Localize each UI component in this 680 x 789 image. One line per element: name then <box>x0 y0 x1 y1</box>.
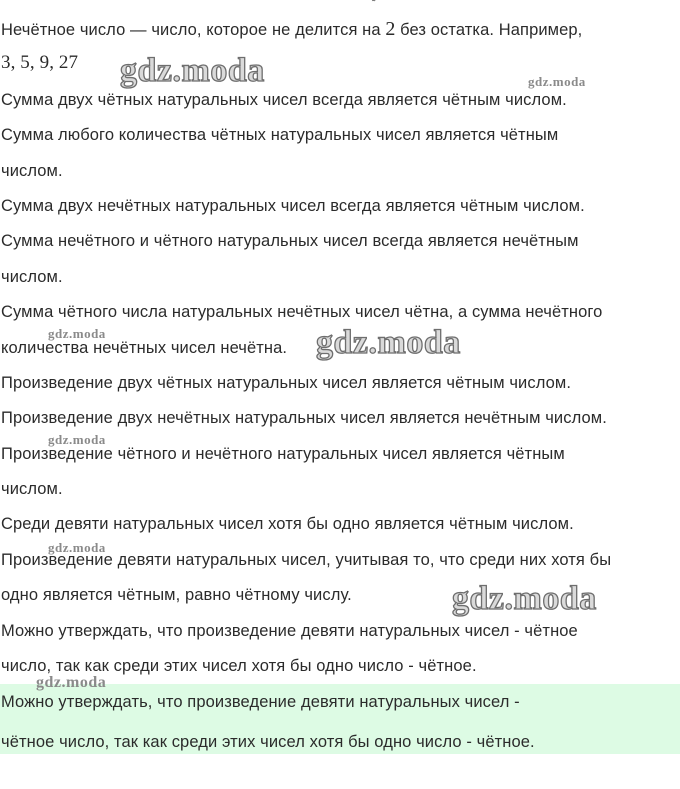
watermark-logo: gdz.moda <box>36 674 107 691</box>
watermark-logo: gdz.moda <box>120 52 265 89</box>
text-line: Произведение чётного и нечётного натуральных чисел является чётным <box>1 445 565 463</box>
math-number: 2 <box>385 18 396 40</box>
text-line: Сумма нечётного и чётного натуральных чисел всегда является нечётным <box>1 232 579 250</box>
example-numbers: 3, 5, 9, 27 <box>1 52 79 73</box>
watermark-logo: gdz.moda <box>528 74 586 89</box>
text-line: Произведение двух чётных натуральных чисел является чётным числом. <box>1 374 572 392</box>
text-line: количества нечётных чисел нечётна. <box>1 339 288 357</box>
text-line: Среди девяти натуральных чисел хотя бы одно является чётным числом. <box>1 515 574 533</box>
watermark-logo: gdz.moda <box>48 540 106 555</box>
watermark-logo: gdz.moda <box>316 324 461 361</box>
watermark-logo: gdz.moda <box>48 326 106 341</box>
text-line: Можно утверждать, что произведение девяти натуральных чисел - чётное <box>1 622 578 640</box>
text-line: числом. <box>1 162 63 180</box>
text-line: одно является чётным, равно чётному числу. <box>1 586 352 604</box>
highlighted-answer-line: чётное число, так как среди этих чисел хотя бы одно число - чётное. <box>1 733 535 751</box>
highlighted-answer-line: Можно утверждать, что произведение девяти натуральных чисел - <box>1 693 520 711</box>
accent-mark: ˜ <box>372 0 376 10</box>
watermark-logo: gdz.moda <box>48 432 106 447</box>
text-line: Произведение двух нечётных натуральных чисел является нечётным числом. <box>1 409 607 427</box>
text-line: Произведение девяти натуральных чисел, учитывая то, что среди них хотя бы <box>1 551 612 569</box>
text-line: Сумма двух нечётных натуральных чисел всегда является чётным числом. <box>1 197 585 215</box>
definition-text-start: Нечётное число — число, которое не делится на <box>1 21 386 39</box>
text-line: число, так как среди этих чисел хотя бы одно число - чётное. <box>1 657 477 675</box>
watermark-logo: gdz.moda <box>452 580 597 617</box>
text-line: Сумма любого количества чётных натуральных чисел является чётным <box>1 126 559 144</box>
definition-line <box>1 18 582 41</box>
text-line: Сумма чётного числа натуральных нечётных чисел чётна, а сумма нечётного <box>1 303 603 321</box>
text-line: числом. <box>1 268 63 286</box>
text-line: Сумма двух чётных натуральных чисел всегда является чётным числом. <box>1 91 567 109</box>
text-line: числом. <box>1 480 63 498</box>
definition-text-end: без остатка. Например, <box>395 21 583 39</box>
